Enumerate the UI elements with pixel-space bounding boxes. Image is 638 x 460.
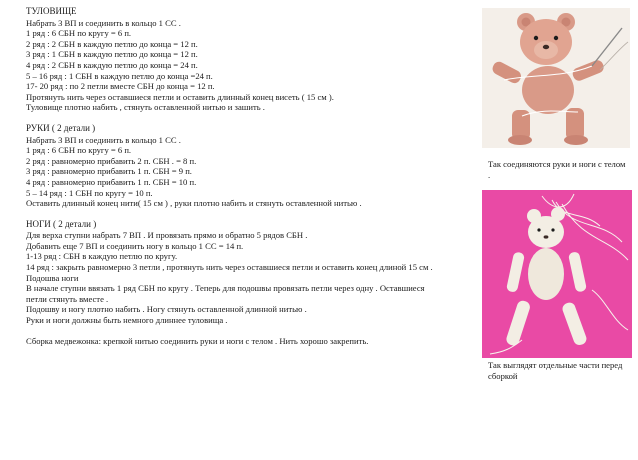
pattern-line: 3 ряд : равномерно прибавить 1 п. СБН = 9 п. (26, 166, 192, 177)
section-heading: ТУЛОВИЩЕ (26, 6, 77, 16)
pattern-line: Набрать 3 ВП и соединить в кольцо 1 СС . (26, 17, 181, 28)
pattern-line: 17- 20 ряд : по 2 петли вместе СБН до конца = 12 п. (26, 81, 215, 92)
pattern-line: Набрать 3 ВП и соединить в кольцо 1 СС . (26, 134, 181, 145)
pattern-line: Подошва ноги (26, 272, 79, 283)
pattern-line: 2 ряд : равномерно прибавить 2 п. СБН . = 8 п. (26, 155, 197, 166)
pattern-line: 4 ряд : равномерно прибавить 1 п. СБН = 10 п. (26, 176, 197, 187)
pattern-line: 5 – 16 ряд : 1 СБН в каждую петлю до конца =24 п. (26, 70, 213, 81)
pattern-line: Оставить длинный конец нити( 15 см ) , руки плотно набить и стянуть оставленной нитью . (26, 198, 362, 209)
pattern-line: Подошву и ногу плотно набить . Ногу стянуть оставленной длинной нитью . (26, 304, 307, 315)
pattern-line: 4 ряд : 2 СБН в каждую петлю до конца = 24 п. (26, 59, 198, 70)
pattern-text (26, 6, 486, 346)
pattern-line: 1-13 ряд : СБН в каждую петлю по кругу. (26, 251, 178, 262)
assembly-instruction: Сборка медвежонка: крепкой нитью соединить руки и ноги с телом . Нить хорошо закрепить. (26, 335, 369, 346)
pattern-line: В начале ступни ввязать 1 ряд СБН по кругу . Теперь для подошвы провязать петли через одну . Оставшиеся (26, 283, 425, 294)
caption-assembly: Так соединяются руки и ноги с телом . (488, 159, 626, 180)
bear-parts-illustration (482, 190, 632, 358)
section-heading: НОГИ ( 2 детали ) (26, 218, 97, 229)
bear-assembly-photo (482, 8, 630, 148)
section-arms (26, 123, 486, 209)
pattern-line: Руки и ноги должны быть немного длиннее туловища . (26, 315, 228, 326)
section-legs (26, 219, 486, 326)
pattern-line: Туловище плотно набить , стянуть оставленной нитью и зашить . (26, 102, 265, 113)
pattern-line: Для верха ступни набрать 7 ВП . И провязать прямо и обратно 5 рядов СБН . (26, 230, 308, 241)
pattern-line: Добавить еще 7 ВП и соединить ногу в кольцо 1 СС = 14 п. (26, 240, 244, 251)
pattern-line: 2 ряд : 2 СБН в каждую петлю до конца = 12 п. (26, 38, 198, 49)
pattern-line: 1 ряд : 6 СБН по кругу = 6 п. (26, 145, 132, 156)
pattern-line: 14 ряд : закрыть равномерно 3 петли , протянуть нить через оставшиеся петли и оставить конец длиной 15 см . (26, 262, 433, 273)
pattern-line: 5 – 14 ряд : 1 СБН по кругу = 10 п. (26, 187, 153, 198)
bear-assembly-illustration (482, 8, 630, 148)
pattern-line: Протянуть нить через оставшиеся петли и оставить длинный конец висеть ( 15 см ). (26, 91, 334, 102)
pattern-line: 1 ряд : 6 СБН по кругу = 6 п. (26, 28, 132, 39)
section-heading: РУКИ ( 2 детали ) (26, 122, 96, 133)
bear-parts-photo (482, 190, 632, 358)
pattern-line: петли стянуть вместе . (26, 293, 109, 304)
caption-parts: Так выглядят отдельные части перед сборкой (488, 360, 623, 381)
section-torso (26, 6, 486, 113)
pattern-line: 3 ряд : 1 СБН в каждую петлю до конца = 12 п. (26, 49, 198, 60)
